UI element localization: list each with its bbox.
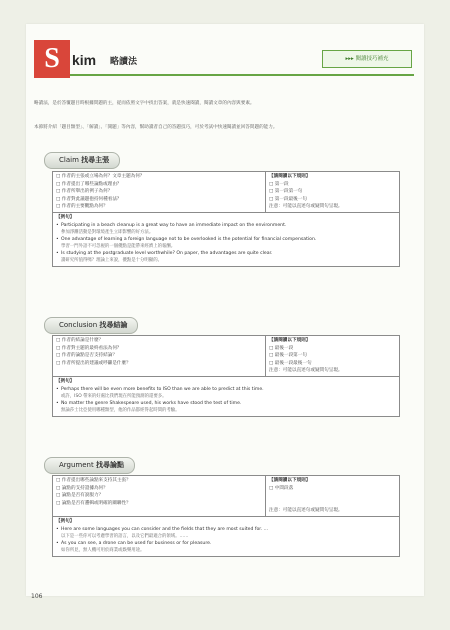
checklist-item: □ 作者的主要觀點為何？ (56, 204, 108, 210)
tip-item: 注意：可能以直述句或疑問句呈現。 (269, 508, 343, 514)
skim-logo-letter: S (34, 40, 70, 78)
section-zh: 找尋主張 (81, 156, 110, 164)
section-zh: 找尋論點 (95, 461, 124, 469)
tip-item: 注意：可能以直述句或疑問句呈現。 (269, 204, 343, 210)
example-en: • Participating in a beach cleanup is a great way to have an immediate impact on the environment. (56, 222, 396, 229)
tips-heading: 【請閱讀以下規則】 (269, 174, 311, 179)
example-zh: 讀研究所值得嗎？理論上來說，優點是十分明顯的。 (61, 257, 162, 263)
tip-item: □ 中間段落 (269, 485, 294, 491)
checklist-item: □ 作者的主張或立場為何？文章主題為何？ (56, 174, 145, 179)
examples-label: 【例句】 (56, 214, 75, 220)
claim-examples (53, 213, 399, 266)
section-pill-conclusion (44, 317, 138, 334)
conclusion-examples (53, 377, 399, 416)
conclusion-table (52, 335, 400, 417)
checklist-item: □ 作者提出了哪些論點或理由？ (56, 181, 122, 187)
tip-item: □ 第一段第一句 (269, 189, 303, 195)
example-en: • No matter the genre Shakespeare used, his works have stood the test of time. (56, 400, 396, 407)
argument-examples (53, 517, 399, 556)
intro-paragraph-2: 本節將介紹「題目類型」、「解讀」、「開題」等內容，幫助讀者自己的答題技巧，可於考試中快速閱讀並回答問題的能力。 (34, 125, 278, 130)
example-zh: 如你所見，無人機可用於商業或娛樂用途。 (61, 547, 145, 553)
checklist-item: □ 作者對此議題抱持何種看法？ (56, 196, 122, 202)
page-number: 106 (31, 593, 43, 600)
claim-tips (266, 172, 399, 212)
tip-item: □ 第一段最後一句 (269, 196, 307, 202)
example-zh: 或許，ISO 帶來的好處比我們現在所能預測的還要多。 (61, 393, 167, 399)
section-header (34, 40, 414, 84)
checklist-item: □ 作者所提出的建議或呼籲是什麼？ (56, 360, 131, 366)
section-pill-argument (44, 457, 135, 474)
example-en: • As you can see, a drone can be used for business or for pleasure. (56, 540, 396, 547)
argument-table (52, 475, 400, 557)
checklist-item: □ 論點的支持證據為何？ (56, 485, 108, 491)
examples-label: 【例句】 (56, 378, 75, 384)
checklist-item: □ 論點是否有說服力？ (56, 493, 104, 499)
example-zh: 無論莎士比亞使用哪種類型，他的作品都經得起時間的考驗。 (61, 407, 180, 413)
example-zh: 參加淨灘活動是對環境產生立即影響的好方法。 (61, 229, 154, 235)
section-en: Conclusion (59, 321, 98, 329)
section-pill-claim (44, 152, 120, 169)
checklist-item: □ 論點是否有邏輯或明確的關聯性？ (56, 500, 131, 506)
argument-tips (266, 476, 399, 516)
intro-paragraph-1: 略讀法，是於答覆題目時根據問題的主，從而依照文字中找出答案，就是快速閱讀，閱讀文章的內容與要素。 (34, 101, 255, 106)
header-tag: ▸▸▸ 閱讀技巧補充 (322, 50, 412, 68)
tip-item: □ 最後一段 (269, 345, 294, 351)
header-rule (70, 74, 414, 76)
checklist-item: □ 作者所舉出的例子為何？ (56, 189, 113, 195)
skim-logo-rest: kim (72, 52, 97, 68)
example-en: • Is studying at the postgraduate level worthwhile? On paper, the advantages are quite clear. (56, 250, 396, 257)
example-en: • Perhaps there will be even more benefits to ISO than we are able to predict at this time. (56, 386, 396, 393)
argument-checklist-row (53, 476, 399, 517)
claim-table (52, 171, 400, 267)
tip-item: □ 第一段 (269, 181, 289, 187)
section-zh: 找尋結論 (99, 321, 128, 329)
tip-item: □ 最後一段最後一句 (269, 360, 312, 366)
tip-item: □ 最後一段第一句 (269, 353, 307, 359)
claim-questions (53, 172, 266, 212)
tip-item: 注意：可能以直述句或疑問句呈現。 (269, 368, 343, 374)
example-en: • One advantage of learning a foreign language not to be overlooked is the potential for financial compensation. (56, 236, 396, 243)
claim-checklist-row (53, 172, 399, 213)
section-en: Argument (59, 461, 94, 469)
page-title: 略讀法 (110, 57, 138, 67)
checklist-item: □ 作者的論點是否支持結論？ (56, 353, 117, 359)
examples-label: 【例句】 (56, 518, 75, 524)
checklist-item: □ 作者提出哪些論點來支持其主張？ (56, 478, 131, 483)
conclusion-checklist-row (53, 336, 399, 377)
checklist-item: □ 作者對主題的最終看法為何？ (56, 345, 122, 351)
conclusion-questions (53, 336, 266, 376)
tips-heading: 【請閱讀以下規則】 (269, 478, 311, 483)
conclusion-tips (266, 336, 399, 376)
example-zh: 以下是一些你可以考慮學習的語言，以及它們最適合的領域。…… (61, 533, 189, 539)
checklist-item: □ 作者的結論是什麼？ (56, 338, 104, 343)
example-zh: 學習一門外語不可忽視的一個優點是能帶來經濟上的報酬。 (61, 243, 176, 249)
example-en: • Here are some languages you can consider and the fields that they are most suited for. ... (56, 526, 396, 533)
section-en: Claim (59, 156, 79, 164)
tips-heading: 【請閱讀以下規則】 (269, 338, 311, 343)
argument-questions (53, 476, 266, 516)
